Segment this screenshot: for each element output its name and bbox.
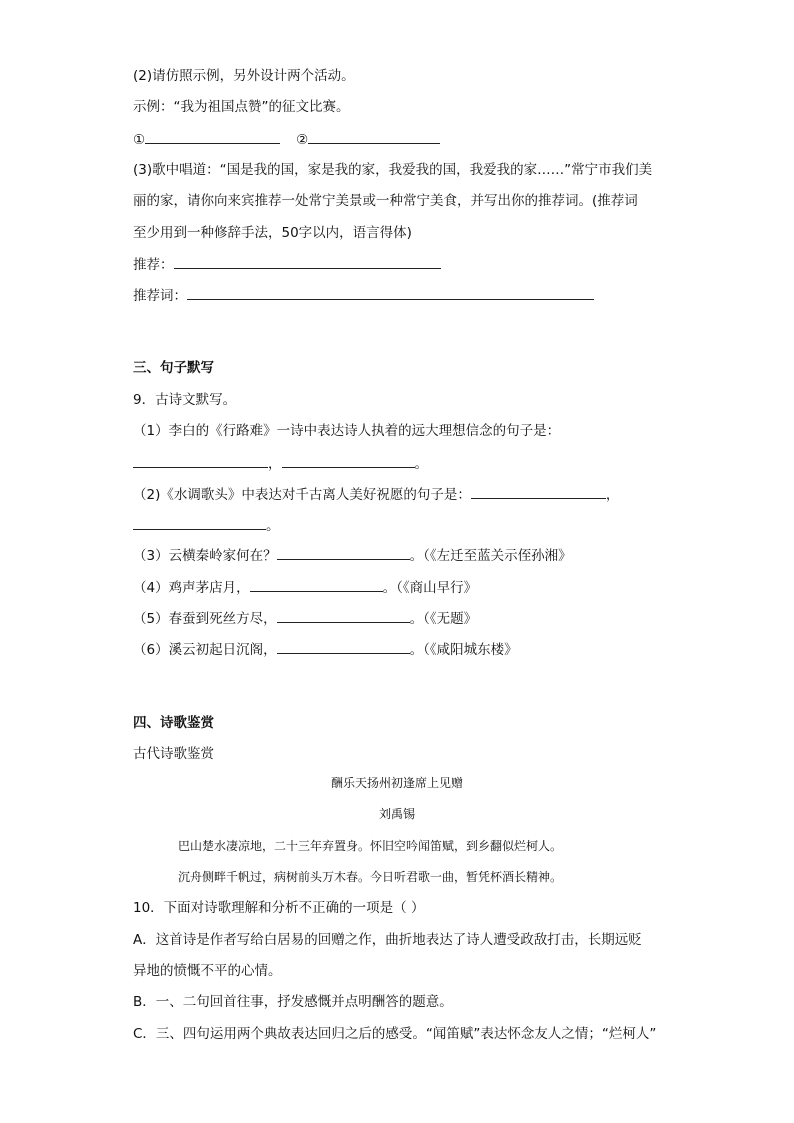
item3-blank[interactable]: [277, 545, 410, 560]
q9-item6-suffix: 。（《咸阳城东楼》: [409, 642, 518, 658]
item2-sep: ，: [605, 487, 620, 503]
poem-line-1: 巴山楚水凄凉地，二十三年弃置身。怀旧空吟闻笛赋，到乡翻似烂柯人。: [178, 839, 563, 853]
blank-marker-1: ①: [133, 132, 146, 148]
item2-blank-a[interactable]: [471, 484, 606, 499]
q9-item6-prefix: （6）溪云初起日沉阁，: [133, 642, 277, 658]
q10-option-a-line2: 异地的愤慨不平的心情。: [133, 963, 282, 979]
q9-item5-suffix: 。（《无题》: [409, 611, 478, 627]
q9-item4-suffix: 。（《商山早行》: [382, 580, 478, 596]
poem-line-2: 沉舟侧畔千帆过，病树前头万木春。今日听君歌一曲，暂凭杯酒长精神。: [178, 870, 563, 884]
q10-option-a-line1: A．这首诗是作者写给白居易的回赠之作，曲折地表达了诗人遭受政敌打击，长期远贬: [133, 932, 642, 948]
q10-option-c: C．三、四句运用两个典故表达回归之后的感受。“闻笛赋”表达怀念友人之情；“烂柯人”: [133, 1026, 657, 1042]
q10-title: 10．下面对诗歌理解和分析不正确的一项是（ ）: [133, 900, 425, 916]
blank-marker-2: ②: [296, 132, 309, 148]
q9-item2-row: [133, 484, 619, 505]
recommend-words-blank[interactable]: [187, 285, 594, 300]
q9-item3-suffix: 。（《左迁至蓝关示侄孙湘》: [409, 548, 572, 564]
q9-item5-prefix: （5）春蚕到死丝方尽，: [133, 611, 277, 627]
item2-blank-b[interactable]: [133, 515, 266, 530]
recommend-words-label: 推荐词：: [133, 288, 187, 304]
answer-blank-2[interactable]: [308, 129, 440, 144]
q9-item3-row: [133, 545, 572, 566]
recommend-blank[interactable]: [174, 254, 441, 269]
section3-title: 三、句子默写: [133, 360, 214, 376]
q9-item3-prefix: （3）云横秦岭家何在？: [133, 548, 277, 564]
q9-item1-blanks: [133, 453, 428, 474]
q8-example: 示例：“我为祖国点赞”的征文比赛。: [133, 99, 350, 115]
item1-end: 。: [414, 456, 428, 472]
recommend-label: 推荐：: [133, 257, 174, 273]
answer-blank-1[interactable]: [145, 129, 280, 144]
q8-part3-line2: 丽的家，请你向来宾推荐一处常宁美景或一种常宁美食，并写出你的推荐词。(推荐词: [133, 193, 638, 209]
section4-title: 四、诗歌鉴赏: [133, 715, 214, 731]
q9-item1-prompt: （1）李白的《行路难》一诗中表达诗人执着的远大理想信念的句子是：: [133, 423, 561, 439]
poem-author: 刘禹锡: [378, 807, 415, 821]
section4-subtitle: 古代诗歌鉴赏: [133, 746, 214, 762]
q9-item5-row: [133, 608, 477, 629]
q9-item4-prefix: （4）鸡声茅店月，: [133, 580, 250, 596]
recommend-words-row: [133, 285, 594, 306]
item2-end: 。: [266, 518, 280, 534]
item1-sep: ，: [268, 456, 282, 472]
q8-answer-blanks: [133, 129, 440, 150]
item1-blank-a[interactable]: [133, 453, 268, 468]
item1-blank-b[interactable]: [282, 453, 415, 468]
q9-title: 9．古诗文默写。: [133, 392, 237, 408]
q8-part2-prompt: (2)请仿照示例，另外设计两个活动。: [133, 68, 355, 84]
q8-part3-line1: (3)歌中唱道：“国是我的国，家是我的家，我爱我的国，我爱我的家……”常宁市我们美: [133, 162, 653, 178]
q10-option-b: B．一、二句回首往事，抒发感慨并点明酬答的题意。: [133, 994, 453, 1010]
q9-item4-row: [133, 577, 477, 598]
item5-blank[interactable]: [277, 608, 410, 623]
recommend-row: [133, 254, 441, 275]
q9-item6-row: [133, 639, 518, 660]
poem-title: 酬乐天扬州初逢席上见赠: [330, 776, 463, 790]
item4-blank[interactable]: [250, 577, 383, 592]
item6-blank[interactable]: [277, 639, 410, 654]
q9-item2-prompt: （2)《水调歌头》中表达对千古离人美好祝愿的句子是：: [133, 487, 471, 503]
q8-part3-line3: 至少用到一种修辞手法，50字以内，语言得体): [133, 225, 412, 241]
q9-item2-continuation: [133, 515, 280, 536]
